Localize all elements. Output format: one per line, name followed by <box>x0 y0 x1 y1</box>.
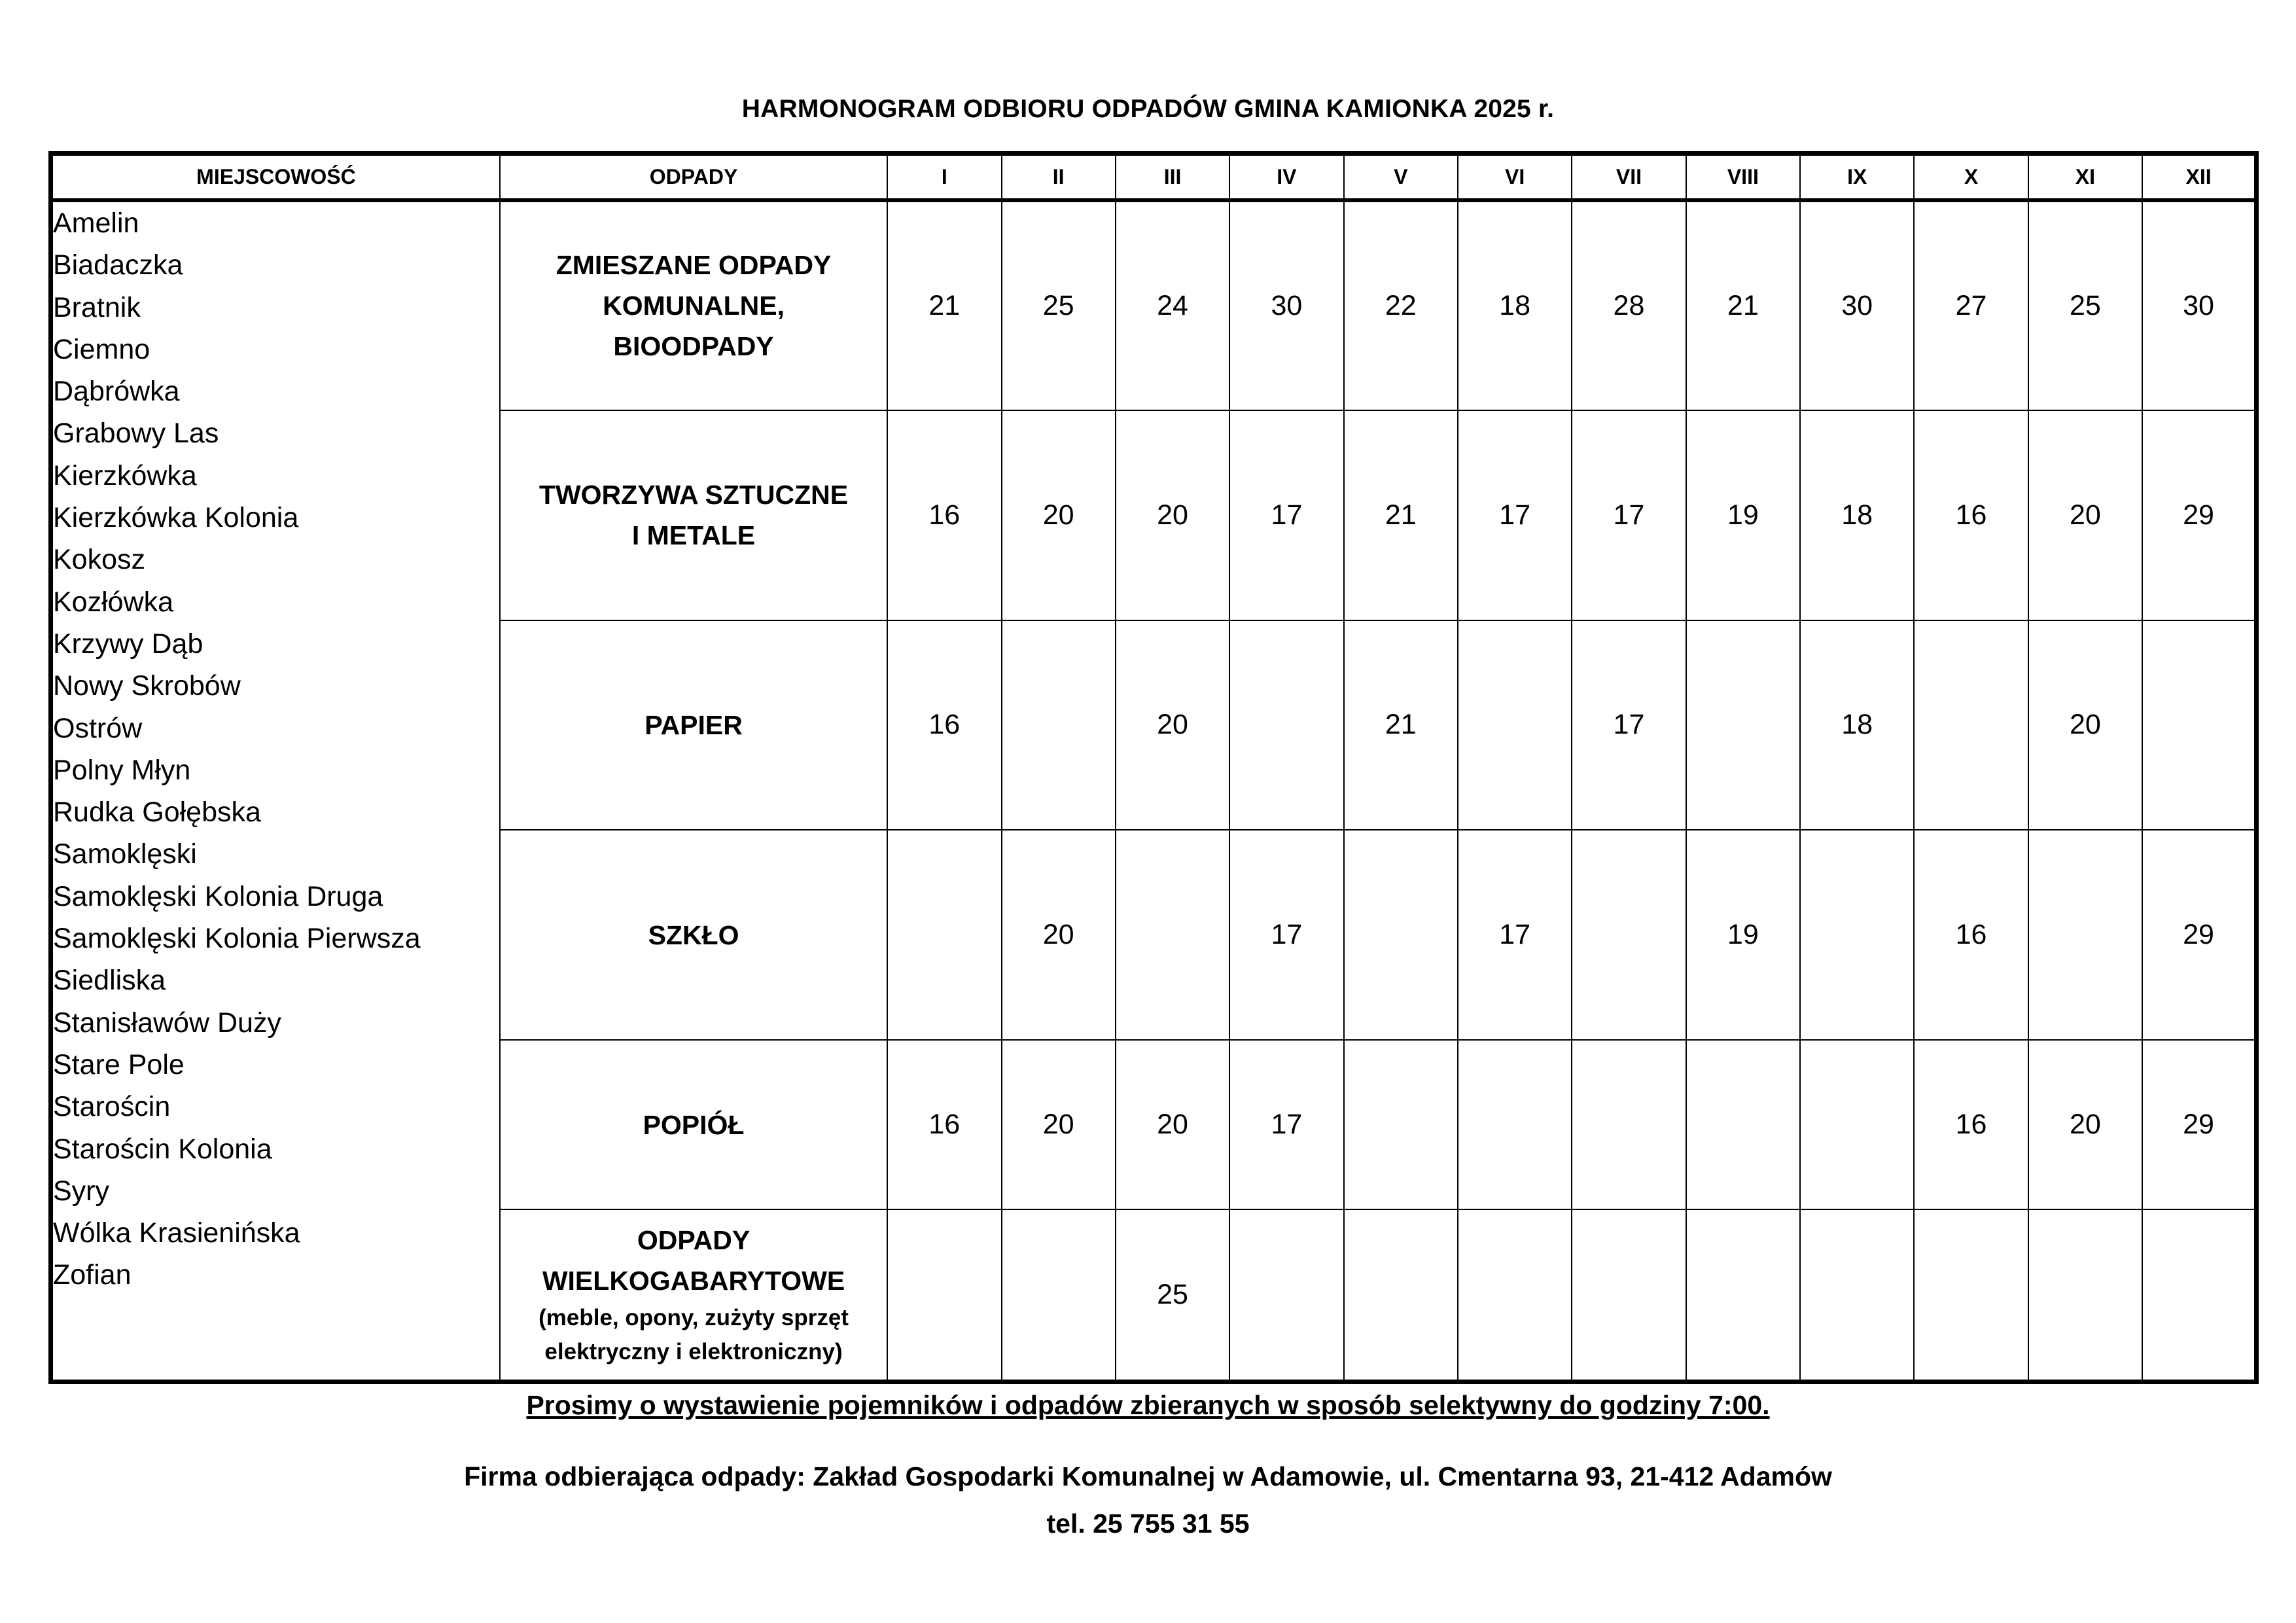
pickup-date-cell: 16 <box>1914 410 2028 620</box>
waste-type-cell <box>500 620 887 830</box>
waste-type-label: WIELKOGABARYTOWE <box>542 1266 845 1296</box>
pickup-date-cell <box>887 1209 1001 1382</box>
pickup-date-cell: 21 <box>887 200 1001 410</box>
header-month: I <box>887 154 1001 201</box>
company-name-address: Firma odbierająca odpady: Zakład Gospodarki Komunalnej w Adamowie, ul. Cmentarna 93, 21-412 Adamów <box>464 1461 1832 1491</box>
pickup-date-cell: 20 <box>1116 1040 1229 1209</box>
pickup-date-cell: 17 <box>1572 620 1686 830</box>
waste-type-label: PAPIER <box>645 709 743 740</box>
header-month: XII <box>2142 154 2256 201</box>
place-name: Stare Pole <box>53 1048 185 1080</box>
pickup-date-cell: 25 <box>1002 200 1116 410</box>
place-name: Kierzkówka Kolonia <box>53 502 299 534</box>
header-month: IV <box>1229 154 1343 201</box>
place-name: Zofian <box>53 1259 132 1291</box>
waste-type-note: elektryczny i elektroniczny) <box>544 1339 843 1365</box>
place-name: Samoklęski <box>53 838 197 870</box>
pickup-date-cell <box>2142 620 2256 830</box>
pickup-date-cell: 20 <box>1116 620 1229 830</box>
place-name: Stanisławów Duży <box>53 1007 281 1039</box>
table-header-row <box>51 154 2257 201</box>
header-month: VII <box>1572 154 1686 201</box>
pickup-date-cell: 25 <box>1116 1209 1229 1382</box>
header-month: IX <box>1800 154 1914 201</box>
pickup-date-cell <box>1229 620 1343 830</box>
waste-type-label: ZMIESZANE ODPADY <box>556 250 832 281</box>
pickup-date-cell <box>1002 620 1116 830</box>
header-month: X <box>1914 154 2028 201</box>
pickup-date-cell: 16 <box>1914 830 2028 1040</box>
pickup-date-cell <box>1458 620 1572 830</box>
pickup-date-cell <box>1686 1209 1800 1382</box>
waste-type-label: ODPADY <box>637 1225 751 1256</box>
pickup-date-cell <box>1914 1209 2028 1382</box>
pickup-date-cell: 17 <box>1229 1040 1343 1209</box>
place-name: Samoklęski Kolonia Druga <box>53 880 383 912</box>
pickup-date-cell: 29 <box>2142 410 2256 620</box>
place-name: Grabowy Las <box>53 418 219 450</box>
header-month: II <box>1002 154 1116 201</box>
place-name: Rudka Gołębska <box>53 796 261 829</box>
pickup-date-cell: 21 <box>1344 410 1458 620</box>
pickup-date-cell <box>1914 620 2028 830</box>
place-name: Ciemno <box>53 333 150 365</box>
pickup-date-cell: 16 <box>887 620 1001 830</box>
place-name: Syry <box>53 1175 109 1207</box>
pickup-date-cell <box>1458 1040 1572 1209</box>
pickup-date-cell: 17 <box>1229 410 1343 620</box>
pickup-date-cell <box>1116 830 1229 1040</box>
place-name: Siedliska <box>53 965 166 997</box>
place-name: Kozłówka <box>53 586 174 618</box>
pickup-date-cell: 22 <box>1344 200 1458 410</box>
pickup-date-cell <box>1686 1040 1800 1209</box>
document-title: HARMONOGRAM ODBIORU ODPADÓW GMINA KAMIONKA 2025 r. <box>741 95 1555 123</box>
pickup-date-cell <box>1344 830 1458 1040</box>
pickup-date-cell <box>1344 1209 1458 1382</box>
pickup-date-cell: 29 <box>2142 1040 2256 1209</box>
pickup-date-cell <box>1572 830 1686 1040</box>
place-name: Kokosz <box>53 544 146 576</box>
pickup-date-cell: 30 <box>1229 200 1343 410</box>
place-name: Ostrów <box>53 712 143 744</box>
pickup-date-cell <box>1800 830 1914 1040</box>
pickup-date-cell: 17 <box>1458 830 1572 1040</box>
pickup-date-cell: 28 <box>1572 200 1686 410</box>
place-name: Amelin <box>53 207 139 239</box>
pickup-date-cell: 18 <box>1458 200 1572 410</box>
place-name: Wólka Krasienińska <box>53 1217 300 1249</box>
pickup-date-cell: 16 <box>887 410 1001 620</box>
pickup-date-cell: 18 <box>1800 620 1914 830</box>
waste-type-note: (meble, opony, zużyty sprzęt <box>539 1305 849 1331</box>
pickup-date-cell <box>1344 1040 1458 1209</box>
pickup-date-cell: 19 <box>1686 830 1800 1040</box>
pickup-date-cell <box>2028 830 2142 1040</box>
waste-type-label: POPIÓŁ <box>643 1109 745 1140</box>
pickup-date-cell <box>2142 1209 2256 1382</box>
table-row <box>51 200 2257 410</box>
pickup-date-cell <box>1458 1209 1572 1382</box>
waste-type-cell <box>500 1040 887 1209</box>
pickup-date-cell: 20 <box>2028 620 2142 830</box>
pickup-date-cell: 20 <box>1002 1040 1116 1209</box>
waste-type-label: SZKŁO <box>648 919 739 950</box>
pickup-date-cell <box>1800 1040 1914 1209</box>
pickup-date-cell: 17 <box>1572 410 1686 620</box>
pickup-date-cell <box>1800 1209 1914 1382</box>
waste-type-cell <box>500 1209 887 1382</box>
pickup-date-cell: 19 <box>1686 410 1800 620</box>
waste-type-cell <box>500 410 887 620</box>
placement-notice: Prosimy o wystawienie pojemników i odpadów zbieranych w sposób selektywny do godziny 7:00. <box>526 1390 1770 1420</box>
pickup-date-cell: 20 <box>1002 410 1116 620</box>
pickup-date-cell <box>1002 1209 1116 1382</box>
pickup-date-cell: 21 <box>1344 620 1458 830</box>
pickup-date-cell: 21 <box>1686 200 1800 410</box>
waste-type-label: I METALE <box>631 520 756 551</box>
pickup-date-cell: 20 <box>2028 1040 2142 1209</box>
pickup-date-cell: 24 <box>1116 200 1229 410</box>
waste-type-label: TWORZYWA SZTUCZNE <box>539 480 849 510</box>
place-name: Krzywy Dąb <box>53 628 203 660</box>
header-month: VI <box>1458 154 1572 201</box>
header-month: VIII <box>1686 154 1800 201</box>
header-month: V <box>1344 154 1458 201</box>
place-name: Starościn <box>53 1091 171 1123</box>
pickup-date-cell: 16 <box>887 1040 1001 1209</box>
pickup-date-cell <box>887 830 1001 1040</box>
pickup-date-cell: 20 <box>1116 410 1229 620</box>
place-name: Samoklęski Kolonia Pierwsza <box>53 923 421 955</box>
pickup-date-cell: 20 <box>2028 410 2142 620</box>
pickup-date-cell <box>1686 620 1800 830</box>
pickup-date-cell: 27 <box>1914 200 2028 410</box>
place-name: Dąbrówka <box>53 376 180 408</box>
pickup-date-cell: 17 <box>1229 830 1343 1040</box>
collection-schedule-table <box>48 151 2259 1384</box>
company-phone: tel. 25 755 31 55 <box>1046 1508 1250 1539</box>
header-month: III <box>1116 154 1229 201</box>
pickup-date-cell <box>1572 1040 1686 1209</box>
pickup-date-cell: 20 <box>1002 830 1116 1040</box>
place-name: Starościn Kolonia <box>53 1133 272 1165</box>
place-name: Polny Młyn <box>53 754 191 786</box>
waste-type-label: KOMUNALNE, <box>603 291 785 321</box>
places-cell <box>51 200 500 1382</box>
header-waste: ODPADY <box>500 154 887 201</box>
place-name: Nowy Skrobów <box>53 670 241 702</box>
pickup-date-cell <box>2028 1209 2142 1382</box>
pickup-date-cell: 30 <box>1800 200 1914 410</box>
pickup-date-cell: 16 <box>1914 1040 2028 1209</box>
pickup-date-cell: 18 <box>1800 410 1914 620</box>
waste-type-label: BIOODPADY <box>613 331 774 362</box>
header-month: XI <box>2028 154 2142 201</box>
place-name: Kierzkówka <box>53 459 197 491</box>
header-place: MIEJSCOWOŚĆ <box>51 154 500 201</box>
pickup-date-cell: 29 <box>2142 830 2256 1040</box>
pickup-date-cell <box>1572 1209 1686 1382</box>
pickup-date-cell: 30 <box>2142 200 2256 410</box>
place-name: Bratnik <box>53 291 141 323</box>
waste-type-cell <box>500 200 887 410</box>
waste-type-cell <box>500 830 887 1040</box>
place-name: Biadaczka <box>53 249 183 281</box>
pickup-date-cell: 17 <box>1458 410 1572 620</box>
company-info <box>0 1453 2296 1547</box>
pickup-date-cell <box>1229 1209 1343 1382</box>
pickup-date-cell: 25 <box>2028 200 2142 410</box>
